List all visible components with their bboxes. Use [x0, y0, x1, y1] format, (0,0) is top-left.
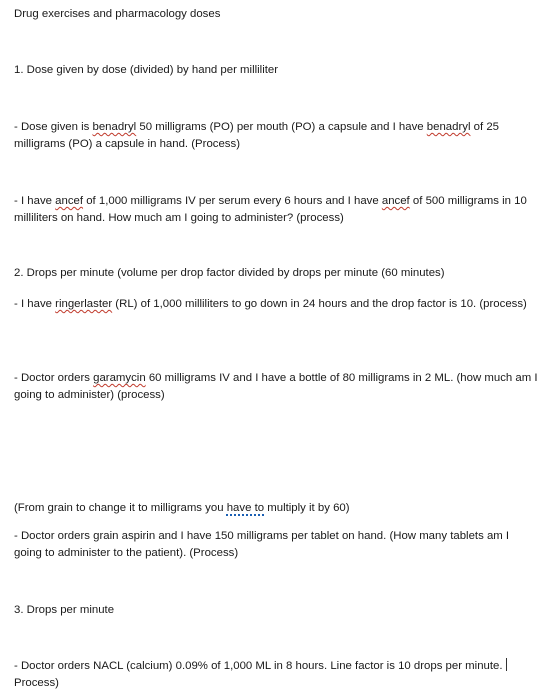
text: - I have [14, 298, 56, 310]
text: - Doctor orders [14, 372, 94, 384]
exercise-aspirin: - Doctor orders grain aspirin and I have 150 milligrams per tablet on hand. (How many tablets am I going to administer to the patient). (Process) [14, 530, 510, 559]
text: Process) [14, 677, 59, 689]
misspelled-word[interactable]: benadryl [92, 121, 137, 133]
exercise-garamycin [14, 370, 540, 404]
text: (From grain to change it to milligrams you [14, 502, 227, 514]
text: - Dose given is [14, 121, 93, 133]
text: 50 milligrams (PO) per mouth (PO) a capsule and I have [136, 121, 427, 133]
misspelled-word[interactable]: ringerlaster [55, 298, 113, 310]
grain-conversion-note [14, 500, 540, 517]
text: (RL) of 1,000 milliliters to go down in 24 hours and the drop factor is 10. (process) [112, 298, 527, 310]
exercise-benadryl [14, 119, 540, 153]
section-1-heading: 1. Dose given by dose (divided) by hand per milliliter [14, 64, 279, 76]
grammar-flagged-phrase[interactable]: have to [226, 502, 265, 514]
text: - I have [14, 195, 56, 207]
exercise-ringerlaster [14, 296, 540, 313]
text: - Doctor orders NACL (calcium) 0.09% of 1,000 ML in 8 hours. Line factor is 10 drops per minute. [14, 660, 506, 672]
misspelled-word[interactable]: ancef [381, 195, 410, 207]
text: of 1,000 milligrams IV per serum every 6 hours and I have [83, 195, 382, 207]
misspelled-word[interactable]: garamycin [93, 372, 146, 384]
exercise-ancef [14, 193, 540, 227]
text: of 25 milligrams (PO) a capsule in hand. (Process) [14, 121, 499, 150]
text: multiply it by 60) [264, 502, 350, 514]
misspelled-word[interactable]: ancef [55, 195, 84, 207]
text: of 500 milligrams in 10 milliliters on hand. How much am I going to administer? (process) [14, 195, 527, 224]
misspelled-word[interactable]: benadryl [426, 121, 471, 133]
text-cursor [506, 658, 507, 671]
document-title: Drug exercises and pharmacology doses [14, 8, 221, 20]
exercise-nacl [14, 658, 540, 692]
section-3-heading: 3. Drops per minute [14, 604, 115, 616]
text: 60 milligrams IV and I have a bottle of 80 milligrams in 2 ML. (how much am I going to administer) (process) [14, 372, 538, 401]
section-2-heading: 2. Drops per minute (volume per drop factor divided by drops per minute (60 minutes) [14, 267, 445, 279]
